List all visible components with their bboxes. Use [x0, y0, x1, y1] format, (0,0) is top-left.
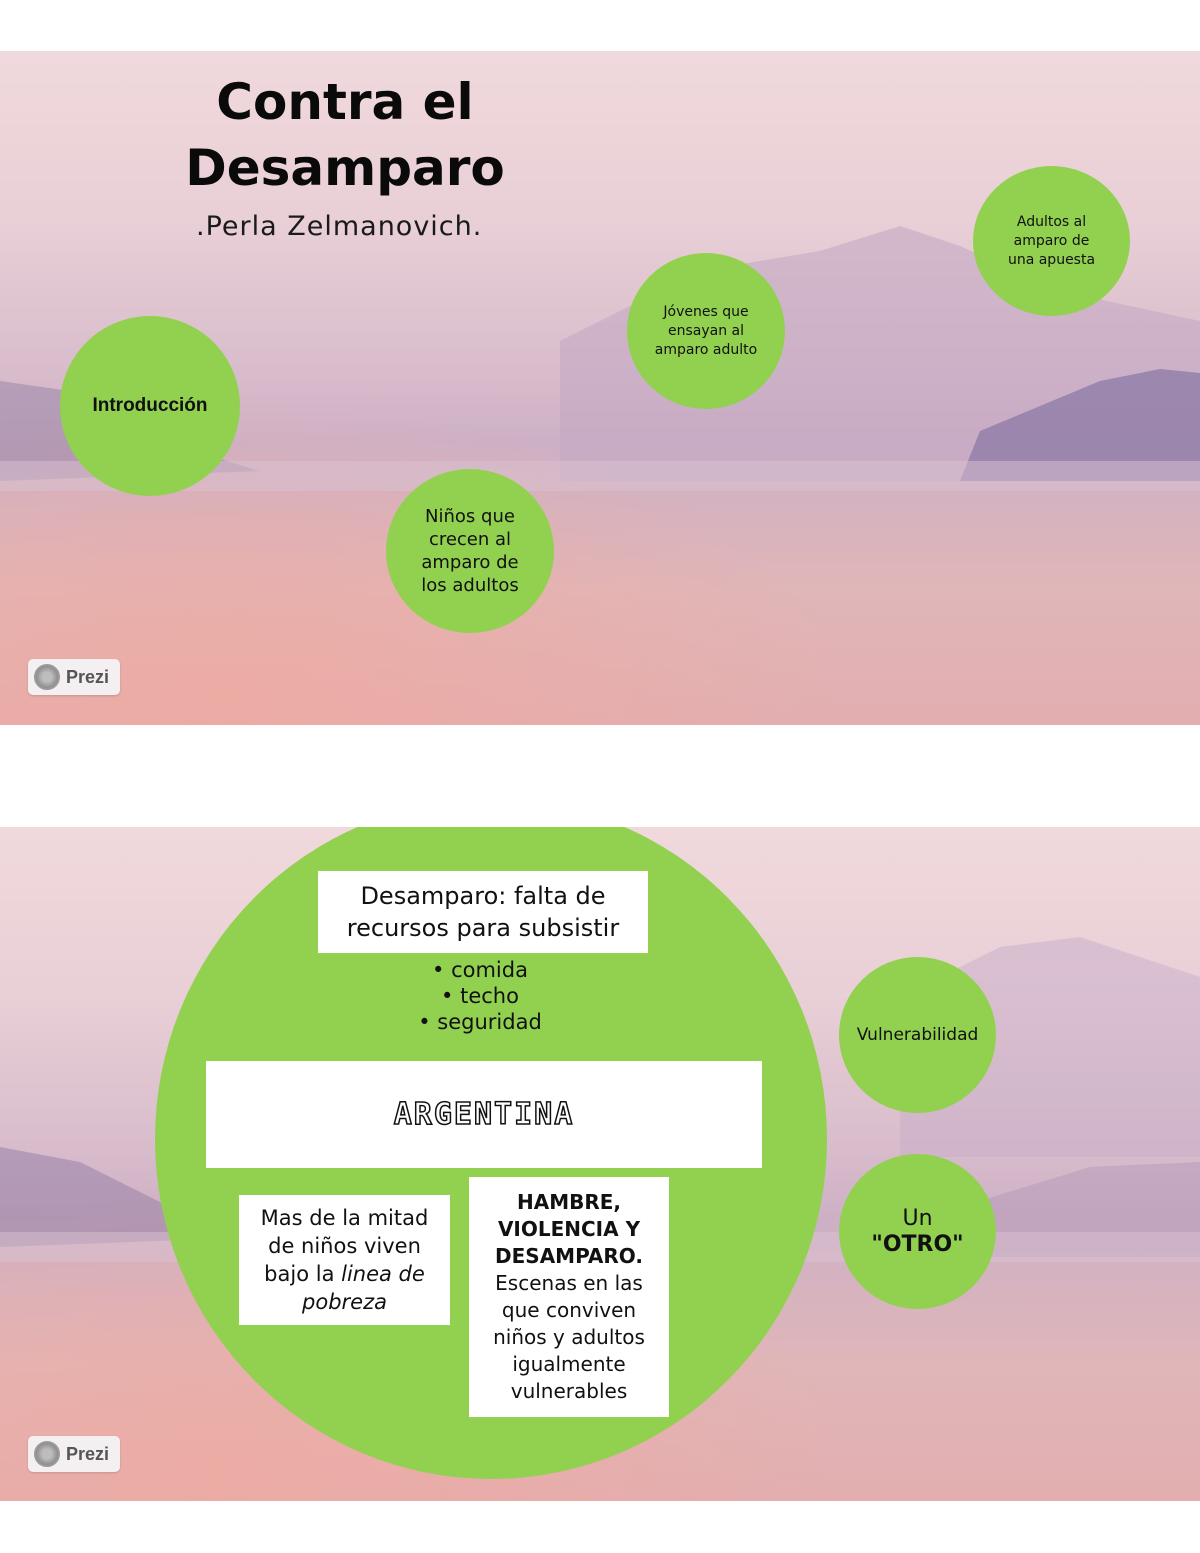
- needs-list: [380, 957, 580, 1035]
- title-line-1: Contra el: [216, 73, 474, 131]
- poverty-stat-lead: Mas de la mitad de niños viven bajo la: [260, 1206, 429, 1286]
- title-line-2: Desamparo: [185, 139, 505, 197]
- country-box: [206, 1061, 762, 1168]
- definition-box: [318, 871, 648, 953]
- slide-2: [0, 827, 1200, 1501]
- bubble-adultos[interactable]: [973, 166, 1130, 316]
- needs-item: • techo: [441, 984, 519, 1008]
- scenes-box: [469, 1177, 669, 1417]
- presentation-title: [150, 69, 540, 201]
- needs-item: • comida: [432, 958, 528, 982]
- prezi-logo-icon: [34, 1441, 60, 1467]
- bubble-otro-line-2: "OTRO": [871, 1231, 964, 1257]
- scenes-headline: HAMBRE, VIOLENCIA Y DESAMPARO.: [495, 1190, 643, 1268]
- bubble-introduccion-label: Introducción: [92, 395, 208, 416]
- bubble-adultos-label: Adultos al amparo de una apuesta: [1007, 213, 1096, 268]
- prezi-label: Prezi: [66, 1443, 110, 1464]
- prezi-badge[interactable]: [28, 1436, 120, 1472]
- needs-item: • seguridad: [418, 1010, 542, 1034]
- definition-text: Desamparo: falta de recursos para subsistir: [346, 882, 620, 942]
- bubble-otro-line-1: Un: [902, 1205, 933, 1231]
- scenes-description: Escenas en las que conviven niños y adultos igualmente vulnerables: [493, 1271, 645, 1403]
- author-subtitle: .Perla Zelmanovich.: [196, 211, 483, 242]
- bubble-ninos-label: Niños que crecen al amparo de los adultos: [421, 506, 519, 596]
- country-label: ARGENTINA: [393, 1097, 575, 1132]
- bubble-ninos[interactable]: [386, 469, 554, 633]
- bubble-otro[interactable]: [839, 1154, 996, 1309]
- bubble-introduccion[interactable]: [60, 316, 240, 496]
- prezi-label: Prezi: [66, 666, 110, 687]
- poverty-line-emphasis: linea de pobreza: [302, 1262, 425, 1314]
- prezi-badge[interactable]: [28, 659, 120, 695]
- poverty-stat-text: [249, 1204, 440, 1316]
- bubble-jovenes[interactable]: [627, 253, 785, 409]
- bubble-vulnerabilidad[interactable]: [839, 957, 996, 1113]
- slide-1: [0, 51, 1200, 725]
- prezi-logo-icon: [34, 664, 60, 690]
- bubble-vulnerabilidad-label: Vulnerabilidad: [856, 1025, 979, 1045]
- poverty-stat-box: [239, 1195, 450, 1325]
- bubble-jovenes-label: Jóvenes que ensayan al amparo adulto: [654, 303, 758, 358]
